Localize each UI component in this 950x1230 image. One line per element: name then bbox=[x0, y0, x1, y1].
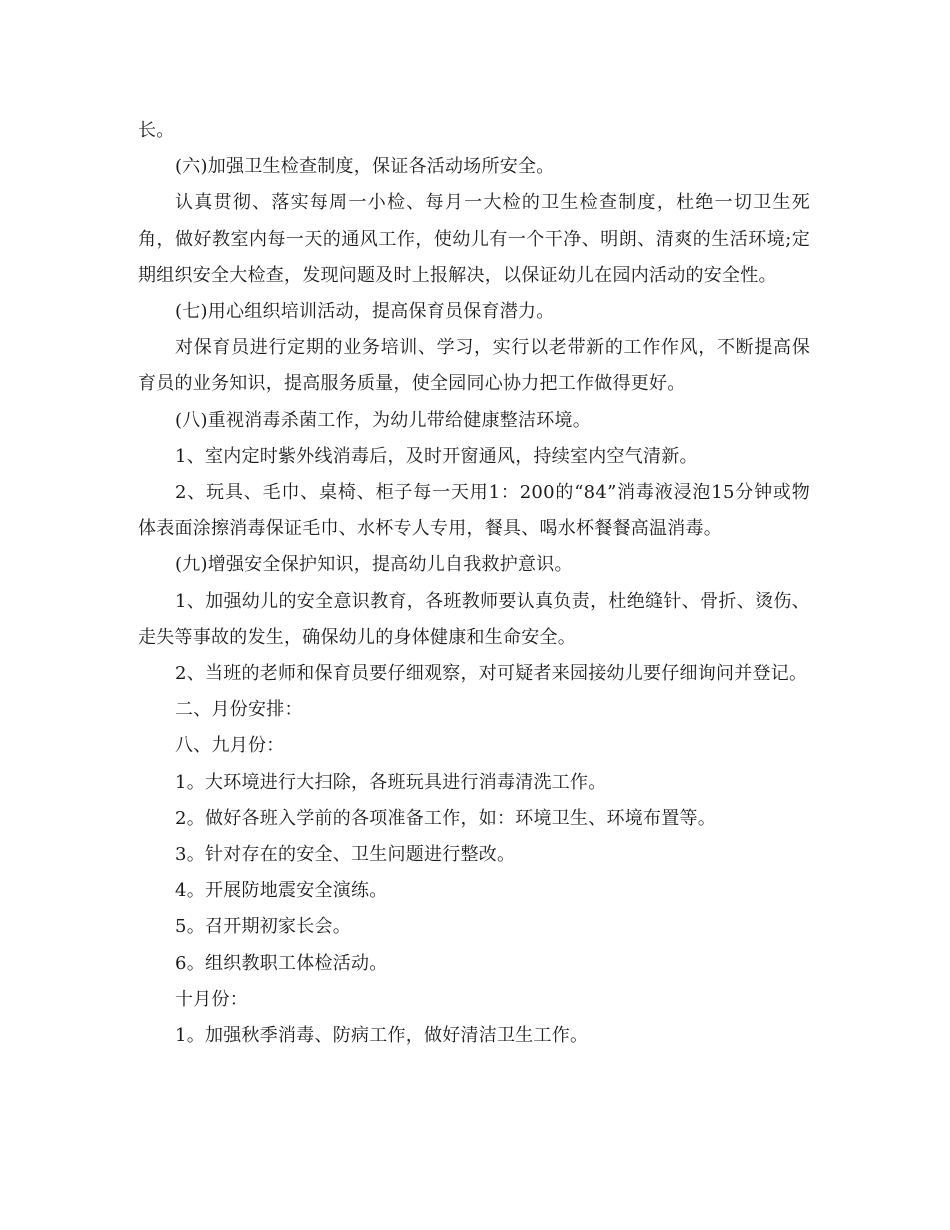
list-item-aug-sep-3: 3。针对存在的安全、卫生问题进行整改。 bbox=[175, 844, 516, 866]
paragraph-training: 对保育员进行定期的业务培训、学习，实行以老带新的工作作风，不断提高保育员的业务知识，提高服务质量，使全园同心协力把工作做得更好。 bbox=[138, 337, 810, 395]
month-heading-oct: 十月份： bbox=[175, 988, 248, 1010]
list-item-disinfection-1: 1、室内定时紫外线消毒后，及时开窗通风，持续室内空气清新。 bbox=[175, 445, 698, 467]
list-item-oct-1: 1。加强秋季消毒、防病工作，做好清洁卫生工作。 bbox=[175, 1025, 589, 1047]
list-item-aug-sep-5: 5。召开期初家长会。 bbox=[175, 916, 351, 938]
section-heading-monthly-plan: 二、月份安排： bbox=[175, 699, 303, 721]
list-item-aug-sep-1: 1。大环境进行大扫除，各班玩具进行消毒清洗工作。 bbox=[175, 771, 607, 793]
section-heading-9: (九)增强安全保护知识，提高幼儿自我救护意识。 bbox=[175, 554, 573, 576]
section-heading-7: (七)用心组织培训活动，提高保育员保育潜力。 bbox=[175, 301, 555, 323]
list-item-safety-2: 2、当班的老师和保育员要仔细观察，对可疑者来园接幼儿要仔细询问并登记。 bbox=[175, 663, 808, 685]
section-heading-8: (八)重视消毒杀菌工作，为幼儿带给健康整洁环境。 bbox=[175, 409, 592, 431]
paragraph-continuation: 长。 bbox=[138, 120, 175, 141]
document-body bbox=[138, 113, 810, 1054]
list-item-aug-sep-2: 2。做好各班入学前的各项准备工作，如：环境卫生、环境布置等。 bbox=[175, 807, 716, 829]
list-item-disinfection-2: 2、玩具、毛巾、桌椅、柜子每一天用1：200的“84”消毒液浸泡15分钟或物体表面涂擦消毒保证毛巾、水杯专人专用，餐具、喝水杯餐餐高温消毒。 bbox=[138, 482, 810, 540]
paragraph-hygiene-inspection: 认真贯彻、落实每周一小检、每月一大检的卫生检查制度，杜绝一切卫生死角，做好教室内每一天的通风工作，使幼儿有一个干净、明朗、清爽的生活环境;定期组织安全大检查，发现问题及时上报解决，以保证幼儿在园内活动的安全性。 bbox=[138, 192, 810, 286]
list-item-aug-sep-6: 6。组织教职工体检活动。 bbox=[175, 952, 388, 974]
list-item-safety-1: 1、加强幼儿的安全意识教育，各班教师要认真负责，杜绝缝针、骨折、烫伤、走失等事故的发生，确保幼儿的身体健康和生命安全。 bbox=[138, 590, 810, 648]
list-item-aug-sep-4: 4。开展防地震安全演练。 bbox=[175, 880, 388, 902]
month-heading-aug-sep: 八、九月份： bbox=[175, 735, 285, 757]
section-heading-6: (六)加强卫生检查制度，保证各活动场所安全。 bbox=[175, 156, 555, 178]
